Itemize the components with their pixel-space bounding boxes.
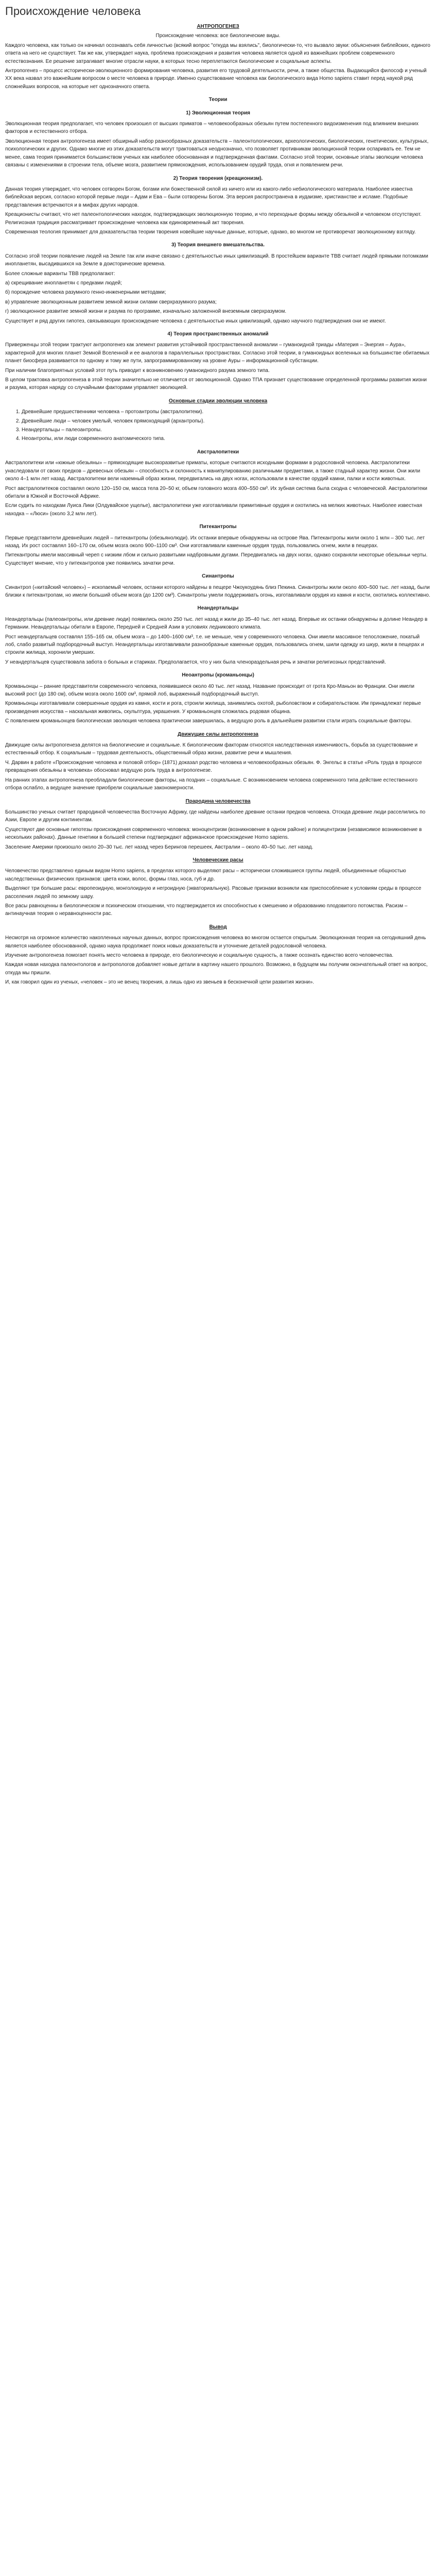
article-subheading: Происхождение человека: все биологические виды. [155,33,281,39]
paragraph: б) порождение человека разумного генно-инженерными методами; [5,290,166,296]
paragraph: Эволюционная теория предполагает, что человек произошел от высших приматов – человекообразных обезьян путем постепенного видоизменения под влиянием внешних факторов и естественного отбора. [5,121,418,135]
section-heading: Неоантропы (кроманьонцы) [182,672,254,679]
paragraph: Питекантропы имели массивный череп с низким лбом и сильно развитыми надбровными дугами. Передвигались на двух ногах, однако сохраняли некоторые обезьяньи черты. Существует мнение, что у питекантропов уже появились зачатки речи. [5,552,428,566]
paragraph: В целом трактовка антропогенеза в этой теории значительно не отличается от эволюционной. Однако ТПА признает существование определенной программы развития жизни и разума, которая наряду со случайными факторами управляет эволюцией. [5,377,427,391]
list-item: 3. Неандертальцы – палеоантропы. [22,426,431,434]
list-item: 2. Древнейшие люди – человек умелый, человек прямоходящий (архантропы). [22,417,431,425]
paragraph: Несмотря на огромное количество накопленных научных данных, вопрос происхождения человека во многом остается открытым. Эволюционная теория на сегодняшний день является наиболее обоснованной, однако наука продолжает поиск новых доказательств и уточнение деталей родословной человека. [5,935,426,949]
page-title: Происхождение человека [5,5,141,18]
section-heading: Основные стадии эволюции человека [168,398,268,404]
paragraph: Приверженцы этой теории трактуют антропогенез как элемент развития устойчивой пространственной аномалии – гуманоидной триады «Материя – Энергия – Аура», характерной для многих планет Земной Вселенной и ее аналогов в параллельных пространствах. Согласно этой теории, в гуманоидных вселенных на большинстве обитаемых планет биосфера развивается по одному и тому же пути, запрограммированному на уровне Ауры – информационной субстанции. [5,342,430,364]
paragraph: Все расы равноценны в биологическом и психическом отношении, что подтверждается их способностью к смешению и образованию плодовитого потомства. Расизм – антинаучная теория о неравноценности рас. [5,903,408,917]
section-heading: Движущие силы антропогенеза [178,731,258,737]
paragraph: С появлением кроманьонцев биологическая эволюция человека практически завершилась, а ведущую роль в дальнейшем развитии стали играть социальные факторы. [5,718,412,724]
paragraph: И, как говорил один из ученых, «человек – это не венец творения, а лишь одно из звеньев в бесконечной цепи развития жизни». [5,979,315,986]
article-content [5,42,431,987]
section-heading: Теории [208,97,228,103]
paragraph: Ч. Дарвин в работе «Происхождение человека и половой отбор» (1871) доказал родство человека и человекообразных обезьян. Ф. Энгельс в статье «Роль труда в процессе превращения обезьяны в человека» обосновал ведущую роль труда в антропогенезе. [5,759,422,774]
section-heading: 1) Эволюционная теория [186,110,250,116]
paragraph: Антропогенез – процесс исторически-эволюционного формирования человека, развития его трудовой деятельности, речи, а также общества. Выдающийся философ и ученый XX века назвал это важнейшим вопросом о месте человека в природе. Именно существование человека как биологического вида Homo sapiens ставит перед наукой ряд сложнейших вопросов, на которые нет однозначного ответа. [5,68,427,90]
section-heading: Неандертальцы [197,605,239,612]
paragraph: г) эволюционное развитие земной жизни и разума по программе, изначально заложенной внеземным сверхразумом. [5,309,287,315]
paragraph: Каждая новая находка палеонтологов и антропологов добавляет новые детали в картину нашего прошлого. Возможно, в будущем мы получим окончательный ответ на вопрос, откуда мы пришли. [5,962,428,976]
section-heading: Австралопитеки [197,449,239,455]
paragraph: Первые представители древнейших людей – питекантропы (обезьянолюди). Их останки впервые обнаружены на острове Ява. Питекантропы жили около 1 млн – 300 тыс. лет назад. Их рост составлял 160–170 см, объем мозга около 900–1100 см³. Они изготавливали каменные орудия труда, пользовались огнем, жили в пещерах. [5,535,425,549]
page [0,0,436,1009]
section-heading: Синантропы [202,573,234,580]
section-heading: Прародина человечества [185,798,251,804]
paragraph: Современная теология принимает для доказательства теории творения новейшие научные данные, которые, однако, во многом не противоречат эволюционному взгляду. [5,229,416,235]
paragraph: в) управление эволюционным развитием земной жизни силами сверхразумного разума; [5,299,217,305]
section-heading: 2) Теория творения (креационизм). [173,175,263,181]
section-heading: Питекантропы [199,524,237,530]
paragraph: Рост неандертальцев составлял 155–165 см, объем мозга – до 1400–1600 см³, т.е. не меньше, чем у современного человека. Они имели массивное телосложение, покатый лоб, слабо развитый подбородочный выступ. Неандертальцы изготавливали разнообразные каменные орудия, пользовались огнем, шили одежду из шкур, жили в пещерах и строили жилища, хоронили умерших. [5,634,424,656]
paragraph: Если судить по находкам Луиса Лики (Олдувайское ущелье), австралопитеки уже изготавливали примитивные орудия и охотились на мелких животных. Наиболее известная находка – «Люси» (около 3,2 млн лет). [5,503,423,517]
paragraph: Существуют две основные гипотезы происхождения современного человека: моноцентризм (возникновение в одном районе) и полицентризм (независимое возникновение в нескольких районах). Данные генетики в большей степени подтверждают африканское происхождение Homo sapiens. [5,826,422,841]
section-heading: 3) Теория внешнего вмешательства. [171,242,265,248]
paragraph: Каждого человека, как только он начинал осознавать себя личностью (всякий вопрос "откуда мы взялись", биологически-то, что вызвало звуки: объяснения библейских, единого ответа на него не существует. Так же как, утверждает наука, проблема происхождения и развития человека является одной из важнейших проблем современного естествознания. Ее решение затрагивает многие отрасли науки, в которых тесно переплетаются биологические и социальные аспекты. [5,42,430,64]
paragraph: Движущие силы антропогенеза делятся на биологические и социальные. К биологическим факторам относятся наследственная изменчивость, борьба за существование и естественный отбор. К социальным – трудовая деятельность, общественный образ жизни, развитие речи и мышления. [5,742,418,756]
paragraph: При наличии благоприятных условий этот путь приводит к возникновению гуманоидного разума земного типа. [5,367,270,374]
paragraph: Согласно этой теории появление людей на Земле так или иначе связано с деятельностью иных цивилизаций. В простейшем варианте ТВВ считает людей прямыми потомками инопланетян, высадившихся на Земле в доисторические времена. [5,253,428,267]
list-item: 1. Древнейшие предшественники человека – протоантропы (австралопитеки). [22,408,431,416]
paragraph: Изучение антропогенеза помогает понять место человека в природе, его биологическую и социальную сущность, а также осознать единство всего человечества. [5,953,394,958]
paragraph: У неандертальцев существовала забота о больных и стариках. Предполагается, что у них была членораздельная речь и зачатки религиозных представлений. [5,659,386,665]
paragraph: Эволюционная теория антропогенеза имеет обширный набор разнообразных доказательств – палеонтологических, археологических, биологических, генетических, культурных, психологических и других. Однако многие из этих доказательств могут трактоваться неоднозначно, что позволяет противникам эволюционной теории оспаривать ее. Тем не менее, сама теория принимается большинством ученых как наиболее обоснованная и подтвержденная фактами. Согласно этой теории, основные этапы эволюции человека связаны с изменениями в строении тела, объеме мозга, развитием прямохождения, использованием орудий труда, огня и появлением речи. [5,138,429,168]
paragraph: Кроманьонцы – ранние представители современного человека, появившиеся около 40 тыс. лет назад. Название происходит от грота Кро-Маньон во Франции. Они имели высокий рост (до 180 см), объем мозга около 1600 см³, прямой лоб, выраженный подбородочный выступ. [5,683,415,698]
section-heading: 4) Теория пространственных аномалий [167,331,269,337]
paragraph: Синантроп («китайский человек») – ископаемый человек, останки которого найдены в пещере Чжоукоудянь близ Пекина. Синантропы жили около 400–500 тыс. лет назад, были близки к питекантропам, но имели больший объем мозга (до 1200 см³). Синантропы умели поддерживать огонь, изготавливали орудия из камня и кости, охотились коллективно. [5,584,430,598]
paragraph: а) скрещивание инопланетян с предками людей; [5,280,122,286]
paragraph: Человечество представлено единым видом Homo sapiens, в пределах которого выделяют расы – исторически сложившиеся группы людей, объединенные общностью наследственных физических признаков: цвета кожи, волос, формы глаз, носа, губ и др. [5,868,406,882]
paragraph: Австралопитеки или «южные обезьяны» – прямоходящие высокоразвитые приматы, которые считаются исходными формами в родословной человека. Австралопитеки унаследовали от своих предков – древесных обезьян – способность и склонность к манипулированию различными предметами, а также стадный характер жизни. Они жили около 4–1 млн лет назад. Австралопитеки вели наземный образ жизни, передвигались на двух ногах, использовали в качестве орудий камни, палки и кости животных. [5,460,421,482]
paragraph: Креационисты считают, что нет палеонтологических находок, подтверждающих эволюционную теорию, и что переходные формы между обезьяной и человеком отсутствуют. Религиозная традиция рассматривает происхождение человека как единовременный акт творения. [5,212,422,226]
stages-list [5,408,431,443]
paragraph: Выделяют три большие расы: европеоидную, монголоидную и негроидную (экваториальную). Расовые признаки возникли как приспособление к условиям среды в процессе расселения людей по земному шару. [5,886,422,900]
paragraph: Рост австралопитеков составлял около 120–150 см, масса тела 20–50 кг, объем головного мозга 400–550 см³. Их зубная система была сходна с человеческой. Австралопитеки обитали в Южной и Восточной Африке. [5,485,427,499]
paragraph: Большинство ученых считает прародиной человечества Восточную Африку, где найдены наиболее древние останки предков человека. Отсюда древние люди расселились по Азии, Европе и другим континентам. [5,809,426,823]
list-item: 4. Неоантропы, или люди современного анатомического типа. [22,435,431,443]
paragraph: Данная теория утверждает, что человек сотворен Богом, богами или божественной силой из ничего или из какого-либо небиологического материала. Наиболее известна библейская версия, согласно которой первые люди – Адам и Ева – были сотворены Богом. Эта версия распространена в иудаизме, христианстве и исламе. Подобные представления встречаются и в мифах других народов. [5,186,413,208]
paragraph: Существует и ряд других гипотез, связывающих происхождение человека с деятельностью иных цивилизаций, однако научного подтверждения они не имеют. [5,318,386,324]
paragraph: Кроманьонцы изготавливали совершенные орудия из камня, кости и рога, строили жилища, занимались охотой, рыболовством и собирательством. Им принадлежат первые произведения искусства – наскальная живопись, скульптура, украшения. У кроманьонцев сложилась родовая община. [5,701,421,715]
section-heading: Человеческие расы [193,857,243,863]
article-heading: АНТРОПОГЕНЕЗ [197,24,239,29]
section-heading: Вывод [209,924,227,930]
paragraph: Заселение Америки произошло около 20–30 тыс. лет назад через Берингов перешеек, Австралии – около 40–50 тыс. лет назад. [5,844,313,850]
paragraph: Неандертальцы (палеоантропы, или древние люди) появились около 250 тыс. лет назад и жили до 35–40 тыс. лет назад. Впервые их останки обнаружены в долине Неандер в Германии. Неандертальцы обитали в Европе, Передней и Средней Азии в условиях ледникового климата. [5,616,428,631]
article-body [5,23,431,987]
paragraph: Более сложные варианты ТВВ предполагают: [5,270,115,277]
paragraph: На ранних этапах антропогенеза преобладали биологические факторы, на поздних – социальные. С возникновением человека современного типа действие естественного отбора ослабло, а ведущее значение приобрели социальные закономерности. [5,777,418,791]
